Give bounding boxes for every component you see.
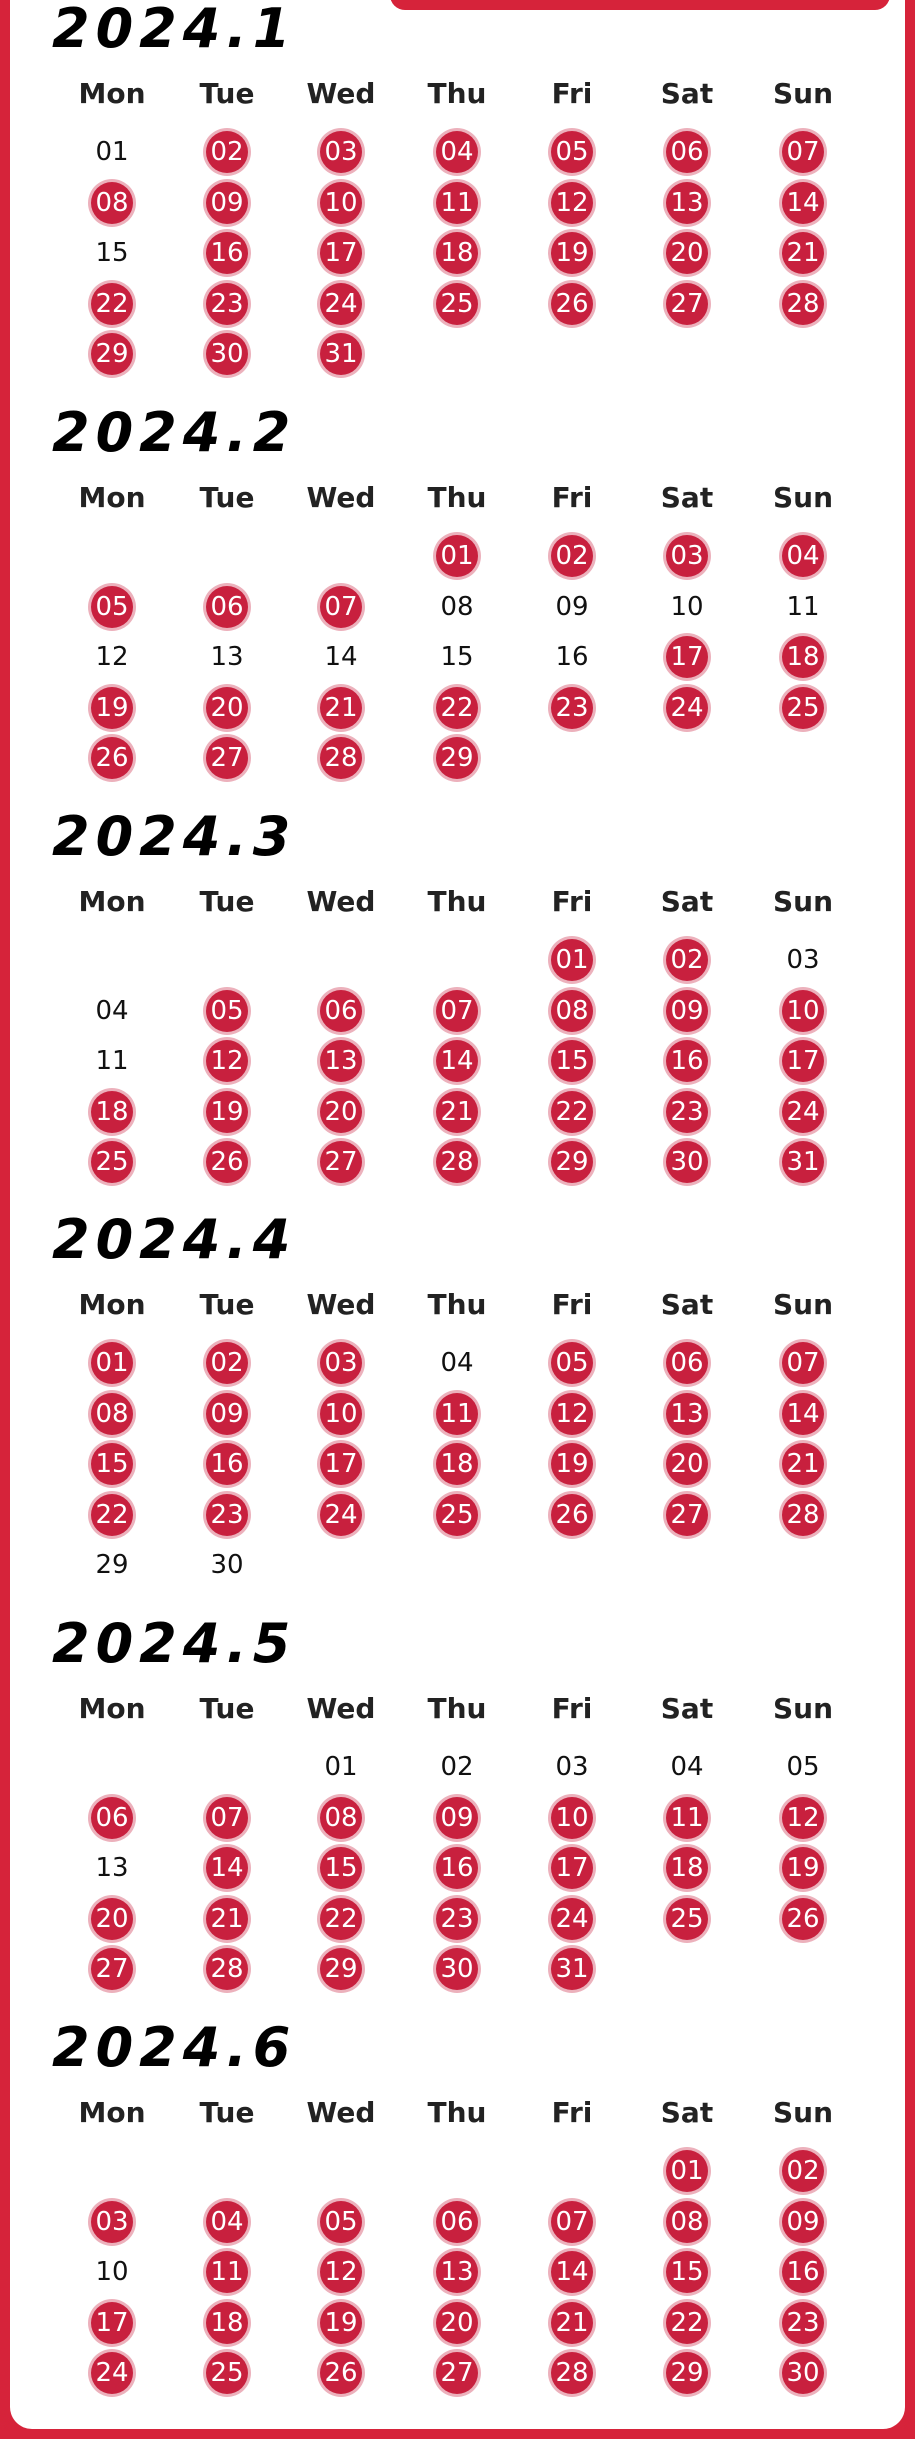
calendar-day-highlighted: 16 [436,1847,478,1889]
month-section [10,2016,905,2423]
calendar-day-highlighted: 17 [666,636,708,678]
weekday-header: Thu [427,1692,487,1725]
calendar-day-highlighted: 05 [320,2201,362,2243]
weekday-header: Mon [78,1288,146,1321]
month-section [10,401,905,808]
calendar-day-highlighted: 05 [551,1342,593,1384]
weekday-header: Tue [199,77,255,110]
calendar-day-highlighted: 03 [320,1342,362,1384]
calendar-day-highlighted: 19 [551,232,593,274]
calendar-day-highlighted: 31 [320,333,362,375]
weekday-header: Sat [660,77,714,110]
calendar-day-highlighted: 03 [666,535,708,577]
weekday-header: Fri [551,2096,593,2129]
calendar-day-highlighted: 05 [551,131,593,173]
weekday-header: Sun [772,77,834,110]
weekday-header: Sat [660,1288,714,1321]
calendar-day: 01 [324,1752,358,1782]
calendar-day: 14 [324,642,358,672]
weekday-header: Sat [660,2096,714,2129]
calendar-day-highlighted: 23 [551,687,593,729]
calendar-day-highlighted: 20 [91,1898,133,1940]
calendar-day-highlighted: 31 [782,1141,824,1183]
calendar-day-highlighted: 16 [666,1040,708,1082]
calendar-day-highlighted: 29 [320,1948,362,1990]
calendar-day-highlighted: 19 [320,2302,362,2344]
calendar-day: 04 [670,1752,704,1782]
calendar-day-highlighted: 31 [551,1948,593,1990]
calendar-day-highlighted: 02 [206,1342,248,1384]
calendar-day-highlighted: 14 [782,182,824,224]
calendar-day-highlighted: 07 [782,131,824,173]
calendar-day-highlighted: 21 [551,2302,593,2344]
calendar-day: 30 [210,1550,244,1580]
calendar-day-highlighted: 03 [91,2201,133,2243]
weekday-header: Sat [660,1692,714,1725]
calendar-day-highlighted: 24 [320,1494,362,1536]
calendar-day-highlighted: 06 [320,990,362,1032]
calendar-day-highlighted: 09 [436,1797,478,1839]
calendar-day: 02 [440,1752,474,1782]
calendar-day-highlighted: 23 [666,1091,708,1133]
weekday-header: Sat [660,481,714,514]
calendar-day-highlighted: 01 [551,939,593,981]
calendar-day-highlighted: 20 [436,2302,478,2344]
calendar-day-highlighted: 01 [91,1342,133,1384]
calendar-day-highlighted: 19 [551,1443,593,1485]
calendar-day-highlighted: 26 [782,1898,824,1940]
calendar-day-highlighted: 01 [666,2150,708,2192]
calendar-day-highlighted: 06 [436,2201,478,2243]
calendar-day: 11 [786,591,820,622]
calendar-day-highlighted: 20 [666,1443,708,1485]
calendar-day-highlighted: 17 [91,2302,133,2344]
calendar-day: 15 [95,238,129,268]
calendar-day-highlighted: 04 [436,131,478,173]
calendar-day-highlighted: 16 [206,1443,248,1485]
calendar-day-highlighted: 22 [666,2302,708,2344]
calendar-day-highlighted: 06 [666,131,708,173]
calendar-day-highlighted: 21 [782,1443,824,1485]
weekday-header: Fri [551,885,593,918]
calendar-day: 29 [95,1550,129,1580]
calendar-day-highlighted: 29 [551,1141,593,1183]
calendar-day: 04 [95,995,129,1026]
calendar-day-highlighted: 25 [436,1494,478,1536]
month-title: 2024.5 [52,1612,297,1675]
calendar-day-highlighted: 26 [320,2352,362,2394]
calendar-day-highlighted: 18 [666,1847,708,1889]
calendar-day-highlighted: 25 [91,1141,133,1183]
calendar-day-highlighted: 05 [206,990,248,1032]
weekday-header: Mon [78,1692,146,1725]
calendar-day-highlighted: 30 [782,2352,824,2394]
calendar-day-highlighted: 15 [551,1040,593,1082]
calendar-day-highlighted: 10 [551,1797,593,1839]
calendar-day-highlighted: 25 [782,687,824,729]
calendar-day-highlighted: 26 [551,283,593,325]
calendar-day-highlighted: 27 [91,1948,133,1990]
calendar-day-highlighted: 30 [436,1948,478,1990]
calendar-day-highlighted: 09 [666,990,708,1032]
calendar-day-highlighted: 07 [320,586,362,628]
calendar-day-highlighted: 21 [206,1898,248,1940]
calendar-page [10,0,905,2429]
calendar-day-highlighted: 14 [436,1040,478,1082]
weekday-header: Thu [427,885,487,918]
calendar-day-highlighted: 08 [91,1393,133,1435]
calendar-day-highlighted: 22 [320,1898,362,1940]
calendar-day-highlighted: 18 [436,232,478,274]
calendar-day: 13 [210,642,244,672]
calendar-day-highlighted: 07 [206,1797,248,1839]
calendar-day: 15 [440,642,474,672]
calendar-day-highlighted: 16 [782,2251,824,2293]
calendar-day-highlighted: 09 [206,182,248,224]
calendar-day-highlighted: 08 [320,1797,362,1839]
calendar-day-highlighted: 07 [551,2201,593,2243]
calendar-day-highlighted: 22 [91,1494,133,1536]
calendar-day-highlighted: 24 [666,687,708,729]
calendar-day-highlighted: 25 [206,2352,248,2394]
calendar-day-highlighted: 19 [782,1847,824,1889]
calendar-day-highlighted: 06 [666,1342,708,1384]
weekday-header: Thu [427,2096,487,2129]
weekday-header: Sun [772,481,834,514]
calendar-day-highlighted: 16 [206,232,248,274]
weekday-header: Wed [306,1288,376,1321]
calendar-day: 12 [95,642,129,672]
calendar-day-highlighted: 18 [436,1443,478,1485]
calendar-day-highlighted: 22 [436,687,478,729]
calendar-day: 04 [440,1348,474,1378]
weekday-header: Mon [78,77,146,110]
calendar-day: 10 [670,591,704,622]
calendar-day-highlighted: 15 [666,2251,708,2293]
calendar-day-highlighted: 27 [666,1494,708,1536]
weekday-header: Mon [78,885,146,918]
calendar-day-highlighted: 11 [436,182,478,224]
calendar-day-highlighted: 17 [320,232,362,274]
weekday-header: Thu [427,1288,487,1321]
calendar-day-highlighted: 09 [782,2201,824,2243]
weekday-header: Fri [551,481,593,514]
calendar-day-highlighted: 27 [666,283,708,325]
calendar-day-highlighted: 28 [436,1141,478,1183]
calendar-day: 05 [786,1752,820,1782]
calendar-day-highlighted: 10 [320,1393,362,1435]
weekday-header: Tue [199,1692,255,1725]
weekday-header: Fri [551,77,593,110]
calendar-day-highlighted: 11 [206,2251,248,2293]
weekday-header: Fri [551,1692,593,1725]
calendar-day-highlighted: 14 [206,1847,248,1889]
calendar-day-highlighted: 06 [206,586,248,628]
calendar-day-highlighted: 20 [206,687,248,729]
month-title: 2024.6 [52,2016,297,2079]
calendar-day-highlighted: 02 [666,939,708,981]
weekday-header: Thu [427,77,487,110]
month-section [10,1612,905,2019]
calendar-day-highlighted: 02 [782,2150,824,2192]
calendar-day-highlighted: 10 [782,990,824,1032]
calendar-day-highlighted: 15 [91,1443,133,1485]
calendar-day-highlighted: 27 [206,737,248,779]
weekday-header: Sun [772,1288,834,1321]
weekday-header: Wed [306,77,376,110]
calendar-day-highlighted: 30 [666,1141,708,1183]
calendar-day-highlighted: 12 [551,1393,593,1435]
calendar-day: 03 [555,1752,589,1782]
calendar-day-highlighted: 29 [436,737,478,779]
calendar-day-highlighted: 17 [782,1040,824,1082]
calendar-day-highlighted: 26 [551,1494,593,1536]
calendar-day-highlighted: 28 [782,283,824,325]
calendar-day-highlighted: 18 [206,2302,248,2344]
calendar-day-highlighted: 29 [666,2352,708,2394]
weekday-header: Tue [199,1288,255,1321]
weekday-header: Wed [306,1692,376,1725]
month-title: 2024.1 [52,0,297,60]
calendar-day-highlighted: 24 [782,1091,824,1133]
calendar-day-highlighted: 12 [551,182,593,224]
calendar-day-highlighted: 28 [320,737,362,779]
month-title: 2024.3 [52,805,297,868]
calendar-day-highlighted: 20 [666,232,708,274]
calendar-day-highlighted: 08 [551,990,593,1032]
calendar-day-highlighted: 11 [436,1393,478,1435]
weekday-header: Mon [78,2096,146,2129]
calendar-day-highlighted: 19 [206,1091,248,1133]
calendar-day-highlighted: 08 [666,2201,708,2243]
calendar-day-highlighted: 13 [320,1040,362,1082]
calendar-day-highlighted: 22 [91,283,133,325]
weekday-header: Thu [427,481,487,514]
calendar-day-highlighted: 27 [320,1141,362,1183]
calendar-day-highlighted: 07 [782,1342,824,1384]
calendar-day-highlighted: 26 [206,1141,248,1183]
calendar-day-highlighted: 13 [666,182,708,224]
calendar-day-highlighted: 18 [782,636,824,678]
calendar-day-highlighted: 15 [320,1847,362,1889]
calendar-day: 10 [95,2257,129,2287]
calendar-day-highlighted: 02 [206,131,248,173]
calendar-day-highlighted: 08 [91,182,133,224]
calendar-day: 09 [555,591,589,622]
calendar-day-highlighted: 09 [206,1393,248,1435]
month-title: 2024.2 [52,401,297,464]
calendar-day-highlighted: 07 [436,990,478,1032]
calendar-day-highlighted: 06 [91,1797,133,1839]
calendar-day-highlighted: 26 [91,737,133,779]
weekday-header: Tue [199,885,255,918]
weekday-header: Fri [551,1288,593,1321]
calendar-day-highlighted: 28 [206,1948,248,1990]
calendar-day-highlighted: 21 [320,687,362,729]
calendar-day-highlighted: 18 [91,1091,133,1133]
calendar-day-highlighted: 28 [551,2352,593,2394]
calendar-day-highlighted: 23 [206,1494,248,1536]
calendar-day-highlighted: 30 [206,333,248,375]
calendar-day-highlighted: 13 [436,2251,478,2293]
weekday-header: Sat [660,885,714,918]
calendar-day: 03 [786,945,820,975]
calendar-day-highlighted: 24 [320,283,362,325]
calendar-day-highlighted: 23 [206,283,248,325]
calendar-day-highlighted: 22 [551,1091,593,1133]
calendar-day: 11 [95,1046,129,1076]
weekday-header: Sun [772,1692,834,1725]
calendar-day: 16 [555,642,589,672]
calendar-day-highlighted: 11 [666,1797,708,1839]
calendar-day-highlighted: 24 [91,2352,133,2394]
calendar-day: 01 [95,137,129,167]
calendar-day-highlighted: 12 [206,1040,248,1082]
calendar-day-highlighted: 29 [91,333,133,375]
calendar-day-highlighted: 12 [782,1797,824,1839]
calendar-day-highlighted: 25 [666,1898,708,1940]
calendar-day-highlighted: 01 [436,535,478,577]
calendar-day-highlighted: 14 [551,2251,593,2293]
weekday-header: Wed [306,2096,376,2129]
calendar-day-highlighted: 23 [436,1898,478,1940]
calendar-day-highlighted: 21 [782,232,824,274]
calendar-day-highlighted: 05 [91,586,133,628]
calendar-day-highlighted: 10 [320,182,362,224]
calendar-day-highlighted: 17 [551,1847,593,1889]
calendar-day-highlighted: 14 [782,1393,824,1435]
calendar-day: 08 [440,591,474,622]
month-section [10,0,905,404]
month-section [10,1208,905,1615]
calendar-day-highlighted: 19 [91,687,133,729]
calendar-day-highlighted: 12 [320,2251,362,2293]
calendar-day-highlighted: 24 [551,1898,593,1940]
calendar-day-highlighted: 28 [782,1494,824,1536]
calendar-day-highlighted: 25 [436,283,478,325]
calendar-day-highlighted: 23 [782,2302,824,2344]
calendar-day-highlighted: 27 [436,2352,478,2394]
weekday-header: Wed [306,481,376,514]
calendar-day-highlighted: 17 [320,1443,362,1485]
calendar-day-highlighted: 02 [551,535,593,577]
month-title: 2024.4 [52,1208,297,1271]
weekday-header: Tue [199,2096,255,2129]
calendar-day-highlighted: 21 [436,1091,478,1133]
weekday-header: Wed [306,885,376,918]
calendar-day-highlighted: 04 [206,2201,248,2243]
calendar-day: 13 [95,1853,129,1883]
weekday-header: Tue [199,481,255,514]
month-section [10,805,905,1212]
weekday-header: Sun [772,2096,834,2129]
calendar-day-highlighted: 20 [320,1091,362,1133]
weekday-header: Mon [78,481,146,514]
calendar-day-highlighted: 13 [666,1393,708,1435]
calendar-day-highlighted: 04 [782,535,824,577]
weekday-header: Sun [772,885,834,918]
calendar-day-highlighted: 03 [320,131,362,173]
